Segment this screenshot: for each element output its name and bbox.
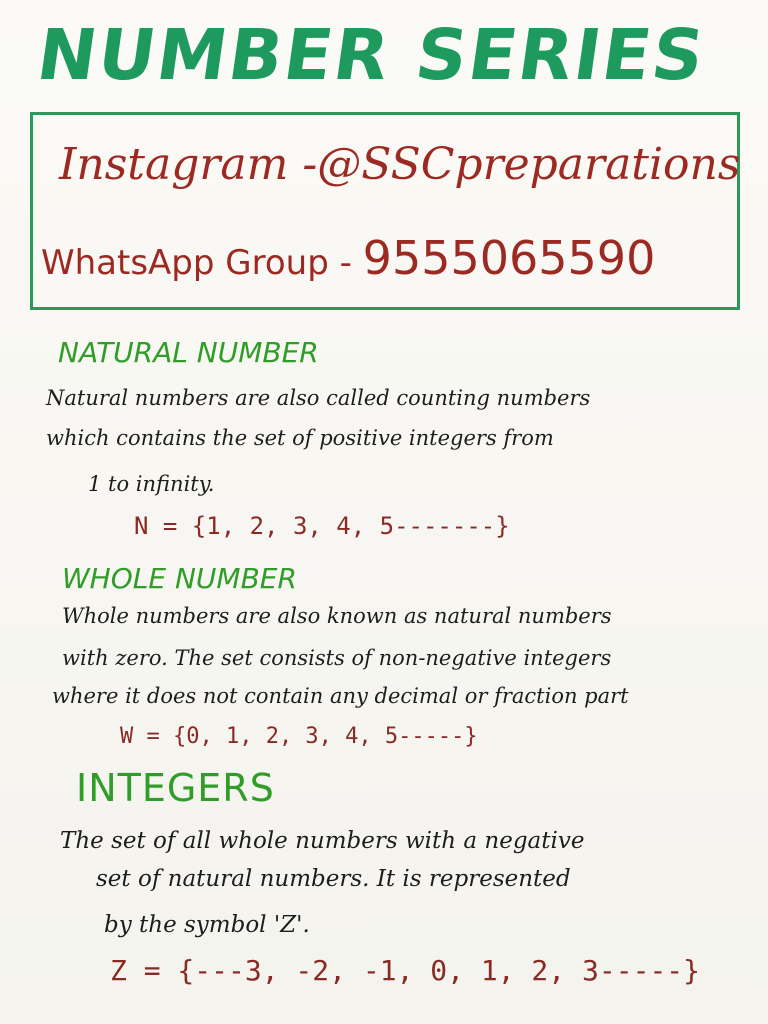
natural-text-line-2: which contains the set of positive integers from	[46, 426, 554, 450]
integers-text-line-1: The set of all whole numbers with a negative	[60, 828, 585, 854]
natural-text-line-1: Natural numbers are also called counting numbers	[46, 386, 591, 410]
whole-set: W = {0, 1, 2, 3, 4, 5-----}	[120, 724, 478, 749]
page-title: NUMBER SERIES	[32, 14, 711, 96]
whole-text-line-2: with zero. The set consists of non-negative integers	[62, 646, 612, 670]
integers-heading: INTEGERS	[76, 766, 275, 810]
integers-text-line-3: by the symbol 'Z'.	[104, 912, 310, 938]
whole-number-heading: WHOLE NUMBER	[62, 562, 297, 595]
whole-text-line-3: where it does not contain any decimal or fraction part	[52, 684, 629, 708]
whatsapp-number: 9555065590	[362, 231, 656, 285]
whole-text-line-1: Whole numbers are also known as natural numbers	[62, 604, 612, 628]
natural-set: N = {1, 2, 3, 4, 5-------}	[134, 512, 510, 540]
integers-text-line-2: set of natural numbers. It is represented	[96, 866, 571, 892]
natural-text-line-3: 1 to infinity.	[88, 472, 215, 496]
contact-box	[30, 112, 740, 310]
whatsapp-label: WhatsApp Group -	[41, 243, 363, 283]
integers-set: Z = {---3, -2, -1, 0, 1, 2, 3-----}	[110, 954, 701, 987]
whatsapp-line	[41, 231, 655, 285]
natural-number-heading: NATURAL NUMBER	[58, 336, 319, 369]
instagram-handle: Instagram -@SSCpreparations	[59, 139, 741, 190]
